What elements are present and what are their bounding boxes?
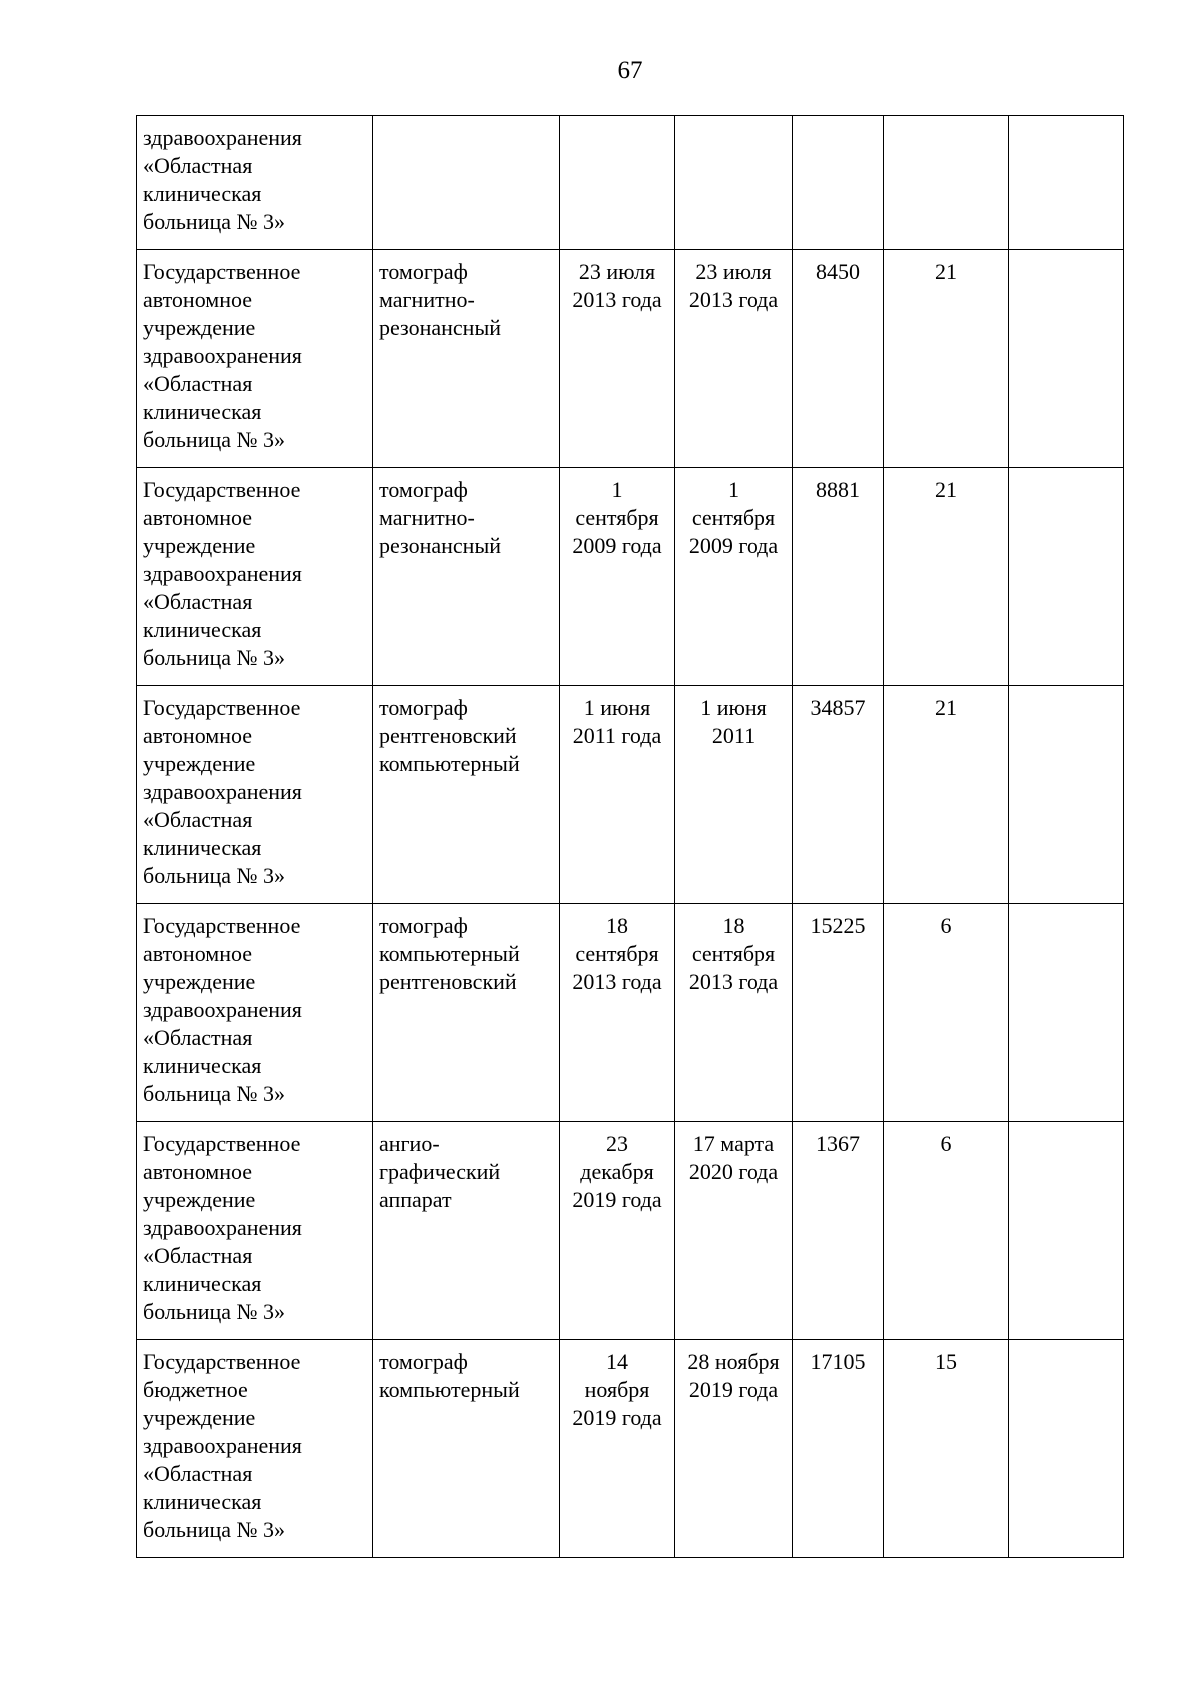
cell-count — [884, 1122, 1009, 1340]
cell-date-end — [675, 904, 793, 1122]
number-text: 8881 — [816, 477, 860, 502]
equipment-text: ангио- графический аппарат — [379, 1131, 501, 1212]
cell-number — [793, 686, 884, 904]
count-text: 21 — [935, 477, 957, 502]
cell-date-end — [675, 1122, 793, 1340]
date-end-text: 1 сентября 2009 года — [688, 477, 779, 558]
cell-date-end — [675, 250, 793, 468]
date-start-text: 1 сентября 2009 года — [572, 477, 662, 558]
cell-note — [1009, 686, 1124, 904]
cell-equipment — [373, 250, 560, 468]
date-end-text: 23 июля 2013 года — [688, 259, 779, 312]
number-text: 15225 — [810, 913, 866, 938]
equipment-table — [136, 115, 1124, 1558]
cell-date-start — [560, 468, 675, 686]
cell-count — [884, 686, 1009, 904]
table-row — [137, 686, 1124, 904]
cell-date-start — [560, 686, 675, 904]
cell-date-end — [675, 686, 793, 904]
cell-date-start — [560, 250, 675, 468]
date-end-text: 17 марта 2020 года — [688, 1131, 779, 1184]
cell-organization — [137, 116, 373, 250]
cell-date-start — [560, 1340, 675, 1558]
number-text: 17105 — [810, 1349, 866, 1374]
organization-text: Государственное бюджетное учреждение здравоохранения «Областная клиническая больница № 3» — [143, 1349, 302, 1542]
cell-organization — [137, 468, 373, 686]
cell-date-end — [675, 1340, 793, 1558]
cell-note — [1009, 116, 1124, 250]
cell-organization — [137, 250, 373, 468]
cell-organization — [137, 1122, 373, 1340]
count-text: 6 — [940, 913, 952, 938]
count-text: 21 — [935, 695, 957, 720]
cell-number — [793, 1122, 884, 1340]
table-row — [137, 904, 1124, 1122]
cell-date-start — [560, 904, 675, 1122]
cell-date-end — [675, 116, 793, 250]
date-start-text: 18 сентября 2013 года — [572, 913, 662, 994]
date-end-text: 18 сентября 2013 года — [688, 913, 779, 994]
equipment-text: томограф компьютерный рентгеновский — [379, 913, 520, 994]
cell-equipment — [373, 686, 560, 904]
organization-text: здравоохранения «Областная клиническая больница № 3» — [143, 125, 302, 234]
equipment-text: томограф компьютерный — [379, 1349, 520, 1402]
cell-count — [884, 116, 1009, 250]
date-start-text: 23 декабря 2019 года — [572, 1131, 662, 1212]
cell-equipment — [373, 904, 560, 1122]
cell-equipment — [373, 1122, 560, 1340]
count-text: 15 — [935, 1349, 957, 1374]
count-text: 21 — [935, 259, 957, 284]
date-end-text: 28 ноября 2019 года — [687, 1349, 780, 1402]
cell-equipment — [373, 1340, 560, 1558]
page-number: 67 — [617, 57, 643, 84]
cell-equipment — [373, 116, 560, 250]
organization-text: Государственное автономное учреждение здравоохранения «Областная клиническая больница № 3» — [143, 259, 302, 452]
table-row — [137, 1122, 1124, 1340]
date-end-text: 1 июня 2011 — [700, 695, 767, 748]
cell-equipment — [373, 468, 560, 686]
count-text: 6 — [940, 1131, 952, 1156]
cell-number — [793, 250, 884, 468]
equipment-text: томограф магнитно- резонансный — [379, 477, 501, 558]
organization-text: Государственное автономное учреждение здравоохранения «Областная клиническая больница № 3» — [143, 477, 302, 670]
cell-date-start — [560, 116, 675, 250]
table-row-continuation — [137, 116, 1124, 250]
table-row — [137, 468, 1124, 686]
cell-note — [1009, 250, 1124, 468]
cell-note — [1009, 1340, 1124, 1558]
equipment-text: томограф рентгеновский компьютерный — [379, 695, 520, 776]
cell-note — [1009, 1122, 1124, 1340]
cell-number — [793, 468, 884, 686]
cell-number — [793, 1340, 884, 1558]
cell-date-start — [560, 1122, 675, 1340]
cell-note — [1009, 468, 1124, 686]
cell-number — [793, 904, 884, 1122]
number-text: 8450 — [816, 259, 860, 284]
cell-organization — [137, 1340, 373, 1558]
date-start-text: 14 ноября 2019 года — [572, 1349, 662, 1430]
cell-date-end — [675, 468, 793, 686]
table-row — [137, 1340, 1124, 1558]
cell-note — [1009, 904, 1124, 1122]
cell-count — [884, 250, 1009, 468]
number-text: 34857 — [810, 695, 866, 720]
organization-text: Государственное автономное учреждение здравоохранения «Областная клиническая больница № 3» — [143, 695, 302, 888]
date-start-text: 1 июня 2011 года — [572, 695, 662, 748]
organization-text: Государственное автономное учреждение здравоохранения «Областная клиническая больница № 3» — [143, 1131, 302, 1324]
date-start-text: 23 июля 2013 года — [572, 259, 662, 312]
cell-count — [884, 1340, 1009, 1558]
number-text: 1367 — [816, 1131, 860, 1156]
cell-organization — [137, 686, 373, 904]
cell-organization — [137, 904, 373, 1122]
equipment-text: томограф магнитно- резонансный — [379, 259, 501, 340]
table-row — [137, 250, 1124, 468]
cell-count — [884, 468, 1009, 686]
cell-number — [793, 116, 884, 250]
organization-text: Государственное автономное учреждение здравоохранения «Областная клиническая больница № 3» — [143, 913, 302, 1106]
cell-count — [884, 904, 1009, 1122]
